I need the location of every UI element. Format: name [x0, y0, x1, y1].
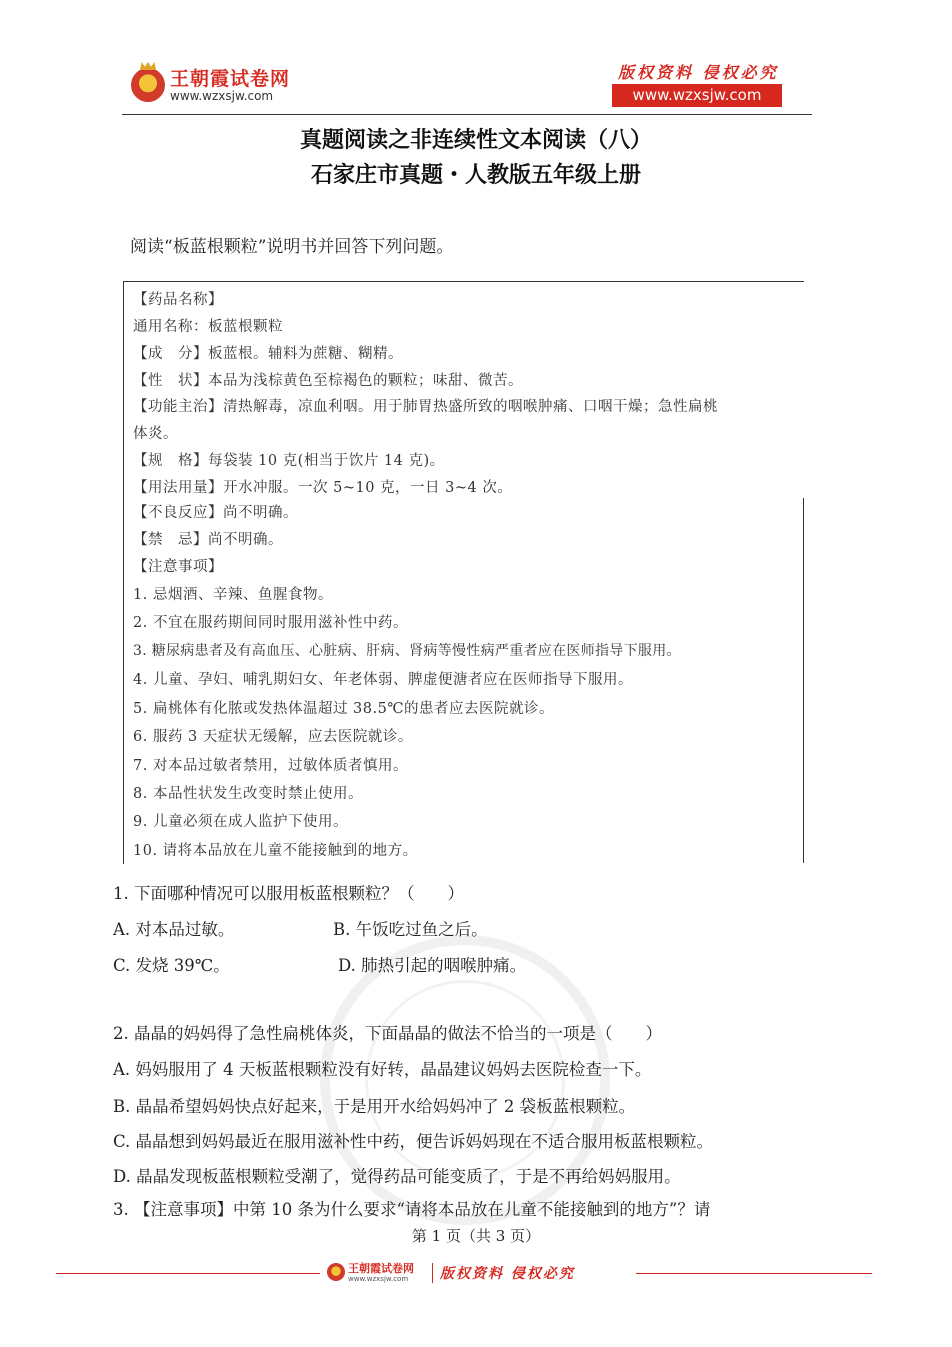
footer-rule-right [636, 1273, 872, 1274]
leaflet-line: 9. 儿童必须在成人监护下使用。 [133, 814, 348, 830]
leaflet-line: 6. 服药 3 天症状无缓解，应去医院就诊。 [133, 729, 413, 745]
url-banner: www.wzxsjw.com [612, 84, 782, 107]
question-1-stem: 1. 下面哪种情况可以服用板蓝根颗粒？（ ） [113, 884, 464, 903]
question-2-option-a: A. 妈妈服用了 4 天板蓝根颗粒没有好转，晶晶建议妈妈去医院检查一下。 [113, 1060, 652, 1079]
question-2-stem: 2. 晶晶的妈妈得了急性扁桃体炎，下面晶晶的做法不恰当的一项是（ ） [113, 1024, 662, 1043]
leaflet-line: 1. 忌烟酒、辛辣、鱼腥食物。 [133, 587, 333, 603]
leaflet-line: 【成 分】板蓝根。辅料为蔗糖、糊精。 [133, 346, 403, 362]
footer-copyright-notice: 版权资料 侵权必究 [440, 1266, 575, 1282]
question-1-option-a: A. 对本品过敏。 [113, 920, 235, 939]
leaflet-line: 2. 不宜在服药期间同时服用滋补性中药。 [133, 615, 408, 631]
medicine-leaflet [123, 281, 804, 864]
question-2-option-b: B. 晶晶希望妈妈快点好起来，于是用开水给妈妈冲了 2 袋板蓝根颗粒。 [113, 1097, 636, 1116]
leaflet-line: 通用名称：板蓝根颗粒 [133, 319, 283, 335]
logo-badge-icon [131, 68, 165, 102]
question-3-stem: 3. 【注意事项】中第 10 条为什么要求“请将本品放在儿童不能接触到的地方”？请 [113, 1200, 711, 1219]
leaflet-line: 8. 本品性状发生改变时禁止使用。 [133, 786, 363, 802]
logo-name: 王朝霞试卷网 [170, 68, 291, 90]
footer-separator [432, 1263, 433, 1283]
logo-url: www.wzxsjw.com [170, 89, 274, 103]
leaflet-line: 【禁 忌】尚不明确。 [133, 532, 283, 548]
footer-logo-url: www.wzxsjw.com [348, 1275, 409, 1283]
leaflet-line: 【用法用量】开水冲服。一次 5~10 克，一日 3~4 次。 [133, 480, 513, 496]
question-2-option-d: D. 晶晶发现板蓝根颗粒受潮了，觉得药品可能变质了，于是不再给妈妈服用。 [113, 1167, 681, 1186]
footer-rule-left [56, 1273, 320, 1274]
page-title: 真题阅读之非连续性文本阅读（八） [299, 128, 652, 153]
leaflet-line: 4. 儿童、孕妇、哺乳期妇女、年老体弱、脾虚便溏者应在医师指导下服用。 [133, 672, 633, 688]
reading-instruction: 阅读“板蓝根颗粒”说明书并回答下列问题。 [130, 237, 454, 257]
page-subtitle: 石家庄市真题・人教版五年级上册 [310, 163, 641, 188]
leaflet-line: 3. 糖尿病患者及有高血压、心脏病、肝病、肾病等慢性病严重者应在医师指导下服用。 [133, 643, 681, 659]
header-rule [122, 114, 812, 115]
leaflet-line: 体炎。 [133, 426, 178, 442]
page-number: 第 1 页（共 3 页） [411, 1227, 541, 1245]
leaflet-line: 7. 对本品过敏者禁用，过敏体质者慎用。 [133, 758, 408, 774]
leaflet-right-border [803, 498, 804, 863]
footer-logo-name: 王朝霞试卷网 [348, 1262, 414, 1275]
leaflet-line: 10. 请将本品放在儿童不能接触到的地方。 [133, 843, 418, 859]
question-1-option-b: B. 午饭吃过鱼之后。 [333, 920, 488, 939]
leaflet-line: 【规 格】每袋装 10 克(相当于饮片 14 克)。 [133, 453, 445, 469]
question-2-option-c: C. 晶晶想到妈妈最近在服用滋补性中药，便告诉妈妈现在不适合服用板蓝根颗粒。 [113, 1132, 714, 1151]
leaflet-line: 【注意事项】 [133, 559, 223, 575]
leaflet-line: 【性 状】本品为浅棕黄色至棕褐色的颗粒；味甜、微苦。 [133, 373, 523, 389]
leaflet-line: 【药品名称】 [133, 292, 223, 308]
copyright-notice: 版权资料 侵权必究 [618, 63, 779, 82]
question-1-option-d: D. 肺热引起的咽喉肿痛。 [338, 956, 527, 975]
leaflet-line: 【不良反应】尚不明确。 [133, 505, 298, 521]
leaflet-line: 5. 扁桃体有化脓或发热体温超过 38.5℃的患者应去医院就诊。 [133, 701, 555, 717]
footer-logo-badge-icon [327, 1263, 345, 1281]
leaflet-line: 【功能主治】清热解毒，凉血利咽。用于肺胃热盛所致的咽喉肿痛、口咽干燥；急性扁桃 [133, 399, 718, 415]
question-1-option-c: C. 发烧 39℃。 [113, 956, 230, 975]
